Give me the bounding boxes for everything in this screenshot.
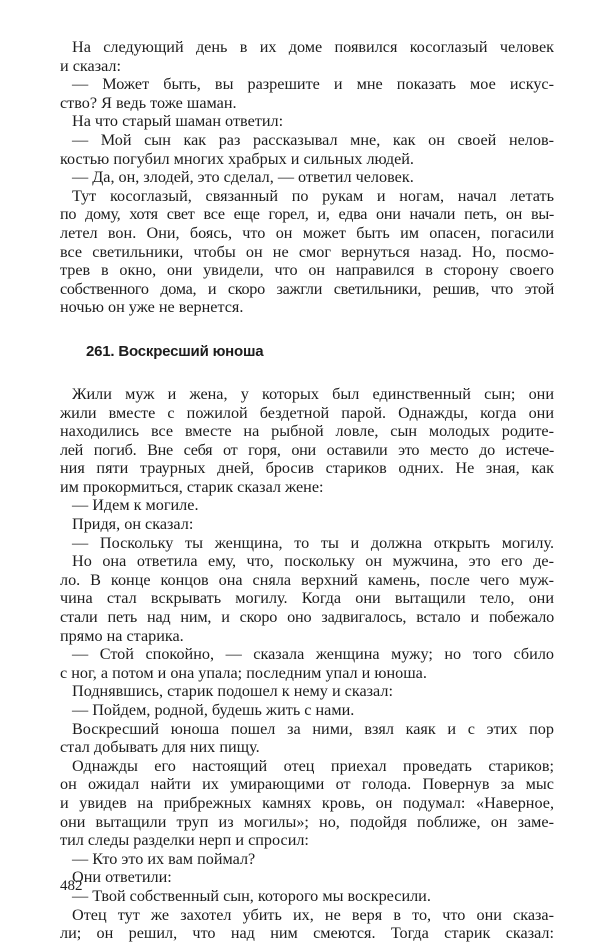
text-line: летел вон. Они, боясь, что он может быть им опасен, погасили [60,223,554,242]
text-line: — Идем к могиле. [72,496,199,515]
text-line: Воскресший юноша пошел за ними, взял каяк и с этих пор [72,719,554,738]
text-line: он ожидал найти их умирающими от голода. Повернув за мыс [60,775,554,794]
text-line: ночью он уже не вернется. [60,298,244,317]
text-line: — Кто это их вам поймал? [72,849,256,868]
text-line: — Твой собственный сын, которого мы воскресили. [72,886,431,905]
text-line: и сказал: [60,56,121,75]
text-line: Они ответили: [72,868,172,887]
text-line: ли; он решил, что над ним смеются. Тогда старик сказал: [60,924,554,943]
text-line: прямо на старика. [60,626,184,645]
text-line: Отец тут же захотел убить их, не веря в то, что они сказа- [72,905,554,924]
text-line: костью погубил многих храбрых и сильных людей. [60,149,414,168]
text-line: тил следы разделки нерп и спросил: [60,831,309,850]
text-line: стал добывать для них пищу. [60,738,260,757]
text-line: трев в окно, они увидели, что он направился в сторону своего [60,261,554,280]
text-line: — Пойдем, родной, будешь жить с нами. [72,701,355,719]
text-line: с ног, а потом и она упала; последним упал и юноша. [60,663,427,682]
text-line: им прокормиться, старик сказал жене: [60,477,324,496]
text-line: На следующий день в их доме появился косоглазый человек [72,38,554,56]
text-line: — Да, он, злодей, это сделал, — ответил человек. [72,168,414,187]
text-line: ло. В конце концов она сняла верхний камень, после чего муж- [60,570,554,589]
text-line: чина стал вскрывать могилу. Когда они вытащили тело, они [60,589,554,608]
text-line: Тут косоглазый, связанный по рукам и ногам, начал летать [72,186,554,205]
text-line: Но она ответила ему, что, поскольку он мужчина, это его де- [72,552,554,571]
text-line: лей погиб. Вне себя от горя, они оставили это место до истече- [60,440,554,459]
text-line: Однажды его настоящий отец приехал проведать стариков; [72,756,554,775]
text-line: — Может быть, вы разрешите и мне показать мое искус- [72,75,554,94]
text-line: находились все вместе на рыбной ловле, сын молодых родите- [60,422,554,441]
text-line: — Мой сын как раз рассказывал мне, как он своей нелов- [72,130,554,149]
text-line: по дому, хотя свет все еще горел, и, едва они начали петь, он вы- [60,205,554,224]
text-line: Поднявшись, старик подошел к нему и сказал: [72,682,393,701]
text-line: Придя, он сказал: [72,515,194,534]
section-heading: 261. Воскресший юноша [86,342,264,360]
text-line: они вытащили труп из могилы»; но, подойдя поближе, он заме- [60,812,554,831]
text-line: Жили муж и жена, у которых был единственный сын; они [72,384,554,403]
text-line: собственного дома, и скоро зажгли светильники, решив, что этой [60,279,554,298]
text-block-shaman [60,38,554,317]
text-line: ния пяти траурных дней, бросив стариков одних. Не зная, как [60,459,554,478]
text-line: и увидев на прибрежных камнях кровь, он подумал: «Наверное, [60,793,554,812]
text-line: все светильники, чтобы он не смог вернуться назад. Но, посмо- [60,242,554,261]
text-line: На что старый шаман ответил: [72,112,284,131]
text-line: — Стой спокойно, — сказала женщина мужу; но того сбило [72,645,554,664]
text-line: стали петь над ним, и скоро оно задвигалось, встало и побежало [60,608,554,627]
text-line: — Поскольку ты женщина, то ты и должна открыть могилу. [72,533,554,552]
text-line: жили вместе с пожилой бездетной парой. Однажды, когда они [60,403,554,422]
text-line: ство? Я ведь тоже шаман. [60,93,237,112]
page-number: 482 [60,878,83,894]
